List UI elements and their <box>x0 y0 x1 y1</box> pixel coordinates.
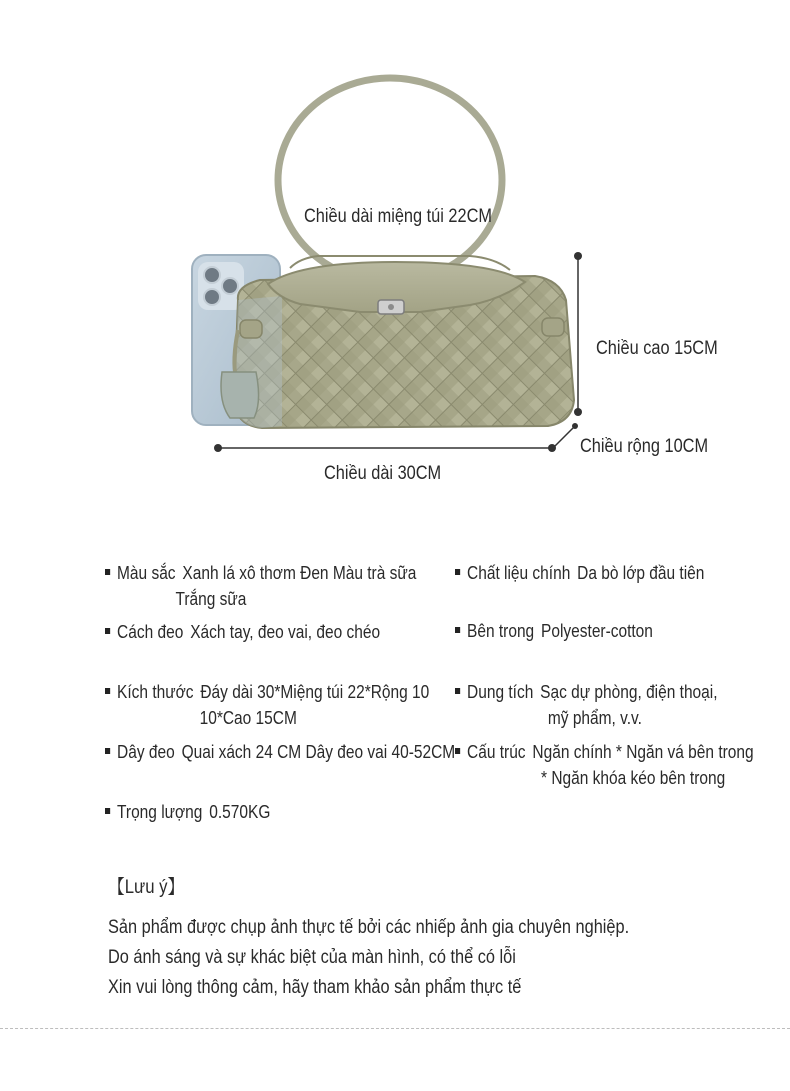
spec-color <box>105 560 416 612</box>
spec-value: Sạc dự phòng, điện thoại, <box>540 682 718 702</box>
bullet-icon <box>455 688 460 694</box>
dashed-divider <box>0 1028 790 1029</box>
bullet-icon <box>105 628 110 634</box>
bag-illustration <box>0 0 790 500</box>
notes-line: Sản phẩm được chụp ảnh thực tế bởi các nhiếp ảnh gia chuyên nghiệp. <box>108 917 630 938</box>
spec-value: Quai xách 24 CM Dây đeo vai 40-52CM <box>181 742 456 762</box>
bullet-icon <box>105 688 110 694</box>
spec-value: Xanh lá xô thơm Đen Màu trà sữa <box>182 563 417 583</box>
spec-value: Ngăn chính * Ngăn vá bên trong <box>532 742 754 762</box>
width-label: Chiều rộng 10CM <box>580 436 709 457</box>
spec-carry <box>105 619 380 645</box>
spec-key: Kích thước <box>117 682 194 702</box>
notes-line: Xin vui lòng thông cảm, hãy tham khảo sản phẩm thực tế <box>108 977 522 998</box>
spec-weight <box>105 799 270 825</box>
handle-ring <box>278 78 502 282</box>
spec-capacity <box>455 679 718 731</box>
height-label: Chiều cao 15CM <box>596 338 718 359</box>
notes-section <box>108 872 768 1003</box>
mouth-length-label: Chiều dài miệng túi 22CM <box>304 206 493 227</box>
spec-value: Đáy dài 30*Miệng túi 22*Rộng 10 <box>200 682 430 702</box>
side-tab-left <box>240 320 262 338</box>
bullet-icon <box>455 569 460 575</box>
spec-key: Chất liệu chính <box>467 563 571 583</box>
spec-key: Bên trong <box>467 621 535 641</box>
notes-line: Do ánh sáng và sự khác biệt của màn hình, có thể có lỗi <box>108 947 516 968</box>
notes-title: 【Lưu ý】 <box>108 877 185 898</box>
bullet-icon <box>105 569 110 575</box>
spec-value: Xách tay, đeo vai, đeo chéo <box>190 622 381 642</box>
side-tab-right <box>542 318 564 336</box>
spec-key: Dây đeo <box>117 742 175 762</box>
spec-structure <box>455 739 754 791</box>
spec-value: Polyester-cotton <box>541 621 653 641</box>
spec-lining <box>455 618 653 644</box>
spec-key: Cấu trúc <box>467 742 526 762</box>
bullet-icon <box>455 627 460 633</box>
spec-value-cont: 10*Cao 15CM <box>199 708 297 728</box>
spec-list <box>0 555 790 845</box>
bullet-icon <box>455 748 460 754</box>
spec-size <box>105 679 429 731</box>
spec-key: Cách đeo <box>117 622 184 642</box>
spec-value: 0.570KG <box>209 802 271 822</box>
bullet-icon <box>105 748 110 754</box>
spec-material <box>455 560 704 586</box>
product-dimension-image <box>0 0 790 500</box>
spec-strap <box>105 739 455 765</box>
spec-key: Trọng lượng <box>117 802 203 822</box>
length-dimension-line <box>214 444 556 452</box>
spec-value-cont: Trắng sữa <box>175 589 247 609</box>
width-dimension-line <box>555 423 578 446</box>
spec-value-cont: mỹ phẩm, v.v. <box>547 708 642 728</box>
spec-value-cont: * Ngăn khóa kéo bên trong <box>541 768 726 788</box>
spec-key: Màu sắc <box>117 563 176 583</box>
bullet-icon <box>105 808 110 814</box>
length-label: Chiều dài 30CM <box>324 463 442 484</box>
lock-icon <box>378 300 404 314</box>
spec-value: Da bò lớp đầu tiên <box>577 563 705 583</box>
height-dimension-line <box>574 252 582 416</box>
spec-key: Dung tích <box>467 682 534 702</box>
